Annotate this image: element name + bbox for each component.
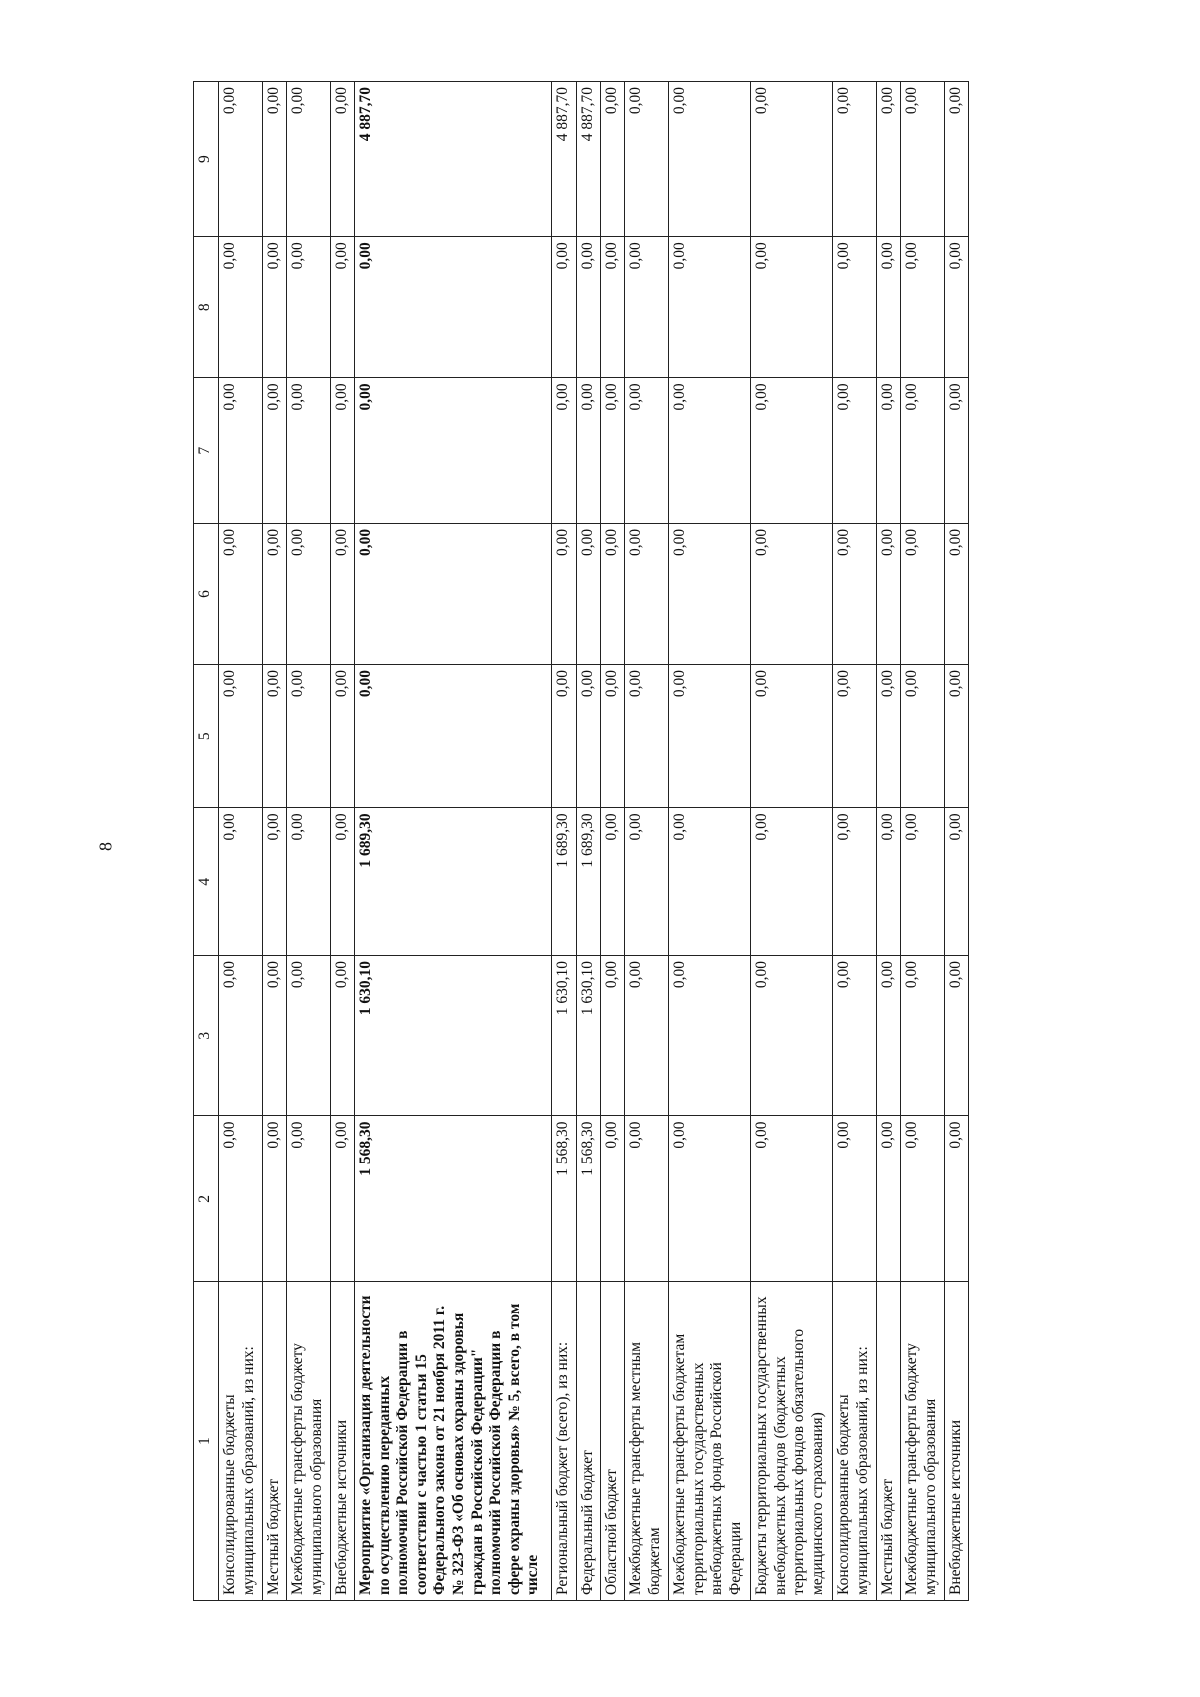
cell-value: 0,00 bbox=[625, 808, 669, 956]
cell-value: 0,00 bbox=[750, 665, 832, 808]
cell-value: 0,00 bbox=[876, 378, 900, 523]
cell-value: 0,00 bbox=[668, 808, 750, 956]
cell-value: 0,00 bbox=[576, 665, 600, 808]
cell-value: 0,00 bbox=[219, 82, 263, 237]
cell-value: 0,00 bbox=[832, 82, 876, 237]
table-row bbox=[876, 82, 900, 1601]
cell-value: 0,00 bbox=[262, 378, 286, 523]
table-row bbox=[625, 82, 669, 1601]
cell-value: 0,00 bbox=[668, 237, 750, 378]
cell-value: 0,00 bbox=[286, 523, 330, 664]
cell-value: 1 689,30 bbox=[576, 808, 600, 956]
cell-value: 0,00 bbox=[900, 378, 944, 523]
row-label: Местный бюджет bbox=[262, 1282, 286, 1601]
cell-value: 0,00 bbox=[600, 237, 624, 378]
cell-value: 0,00 bbox=[625, 1116, 669, 1282]
cell-value: 0,00 bbox=[576, 237, 600, 378]
header-row bbox=[194, 82, 219, 1601]
cell-value: 1 568,30 bbox=[552, 1116, 576, 1282]
row-label: Бюджеты территориальных государственных внебюджетных фондов (бюджетных территориальных фондов обязательного медицинского страхования) bbox=[750, 1282, 832, 1601]
budget-table bbox=[193, 81, 969, 1601]
cell-value: 0,00 bbox=[668, 955, 750, 1115]
cell-value: 0,00 bbox=[668, 378, 750, 523]
cell-value: 0,00 bbox=[668, 523, 750, 664]
cell-value: 0,00 bbox=[900, 665, 944, 808]
row-label: Внебюджетные источники bbox=[330, 1282, 354, 1601]
column-header: 9 bbox=[194, 82, 219, 237]
cell-value: 0,00 bbox=[330, 82, 354, 237]
row-label: Межбюджетные трансферты местным бюджетам bbox=[625, 1282, 669, 1601]
cell-value: 0,00 bbox=[944, 82, 968, 237]
cell-value: 0,00 bbox=[286, 378, 330, 523]
cell-value: 0,00 bbox=[262, 237, 286, 378]
cell-value: 0,00 bbox=[668, 82, 750, 237]
cell-value: 0,00 bbox=[286, 955, 330, 1115]
table-row bbox=[576, 82, 600, 1601]
cell-value: 0,00 bbox=[876, 808, 900, 956]
cell-value: 0,00 bbox=[286, 1116, 330, 1282]
cell-value: 0,00 bbox=[219, 237, 263, 378]
cell-value: 0,00 bbox=[625, 378, 669, 523]
column-header: 3 bbox=[194, 955, 219, 1115]
cell-value: 0,00 bbox=[668, 1116, 750, 1282]
cell-value: 4 887,70 bbox=[354, 82, 551, 237]
cell-value: 0,00 bbox=[944, 1116, 968, 1282]
cell-value: 0,00 bbox=[330, 665, 354, 808]
cell-value: 0,00 bbox=[750, 1116, 832, 1282]
column-header: 6 bbox=[194, 523, 219, 664]
column-header: 2 bbox=[194, 1116, 219, 1282]
column-header: 8 bbox=[194, 237, 219, 378]
cell-value: 0,00 bbox=[286, 237, 330, 378]
cell-value: 0,00 bbox=[330, 808, 354, 956]
cell-value: 0,00 bbox=[750, 808, 832, 956]
cell-value: 0,00 bbox=[552, 523, 576, 664]
cell-value: 1 689,30 bbox=[354, 808, 551, 956]
cell-value: 0,00 bbox=[600, 808, 624, 956]
cell-value: 0,00 bbox=[944, 665, 968, 808]
cell-value: 0,00 bbox=[832, 378, 876, 523]
cell-value: 0,00 bbox=[876, 665, 900, 808]
table-row bbox=[832, 82, 876, 1601]
cell-value: 0,00 bbox=[832, 523, 876, 664]
cell-value: 0,00 bbox=[668, 665, 750, 808]
table-row bbox=[219, 82, 263, 1601]
cell-value: 0,00 bbox=[876, 955, 900, 1115]
cell-value: 0,00 bbox=[600, 82, 624, 237]
row-label: Местный бюджет bbox=[876, 1282, 900, 1601]
cell-value: 0,00 bbox=[750, 523, 832, 664]
cell-value: 1 630,10 bbox=[576, 955, 600, 1115]
cell-value: 0,00 bbox=[625, 523, 669, 664]
cell-value: 0,00 bbox=[876, 82, 900, 237]
column-header: 1 bbox=[194, 1282, 219, 1601]
cell-value: 0,00 bbox=[286, 665, 330, 808]
cell-value: 0,00 bbox=[900, 1116, 944, 1282]
cell-value: 0,00 bbox=[219, 665, 263, 808]
cell-value: 0,00 bbox=[286, 82, 330, 237]
cell-value: 0,00 bbox=[625, 237, 669, 378]
cell-value: 0,00 bbox=[944, 955, 968, 1115]
cell-value: 0,00 bbox=[576, 523, 600, 664]
cell-value: 0,00 bbox=[219, 1116, 263, 1282]
table-row bbox=[750, 82, 832, 1601]
cell-value: 0,00 bbox=[354, 237, 551, 378]
cell-value: 0,00 bbox=[832, 955, 876, 1115]
row-label: Внебюджетные источники bbox=[944, 1282, 968, 1601]
table-row bbox=[600, 82, 624, 1601]
cell-value: 0,00 bbox=[262, 523, 286, 664]
cell-value: 0,00 bbox=[262, 808, 286, 956]
cell-value: 0,00 bbox=[750, 955, 832, 1115]
row-label: Мероприятие «Организация деятельности по осуществлению переданных полномочий Российской Федерации в соответствии с частью 1 статьи 15 Федерального закона от 21 ноября 2011 г. № 323-ФЗ «Об основах охраны здоровья граждан в Российской Федерации" полномочий Российской Федерации в сфере охраны здоровья» № 5, всего, в том числе bbox=[354, 1282, 551, 1601]
cell-value: 0,00 bbox=[900, 523, 944, 664]
cell-value: 0,00 bbox=[600, 665, 624, 808]
cell-value: 0,00 bbox=[944, 237, 968, 378]
cell-value: 0,00 bbox=[219, 523, 263, 664]
cell-value: 0,00 bbox=[552, 378, 576, 523]
cell-value: 0,00 bbox=[876, 523, 900, 664]
cell-value: 0,00 bbox=[750, 82, 832, 237]
cell-value: 0,00 bbox=[600, 1116, 624, 1282]
cell-value: 0,00 bbox=[625, 82, 669, 237]
cell-value: 0,00 bbox=[262, 665, 286, 808]
cell-value: 0,00 bbox=[330, 1116, 354, 1282]
cell-value: 0,00 bbox=[944, 808, 968, 956]
table-row bbox=[330, 82, 354, 1601]
cell-value: 0,00 bbox=[354, 665, 551, 808]
table-row bbox=[262, 82, 286, 1601]
cell-value: 0,00 bbox=[219, 955, 263, 1115]
cell-value: 0,00 bbox=[330, 237, 354, 378]
cell-value: 0,00 bbox=[944, 523, 968, 664]
page-number: 8 bbox=[95, 842, 116, 851]
cell-value: 1 689,30 bbox=[552, 808, 576, 956]
cell-value: 0,00 bbox=[552, 237, 576, 378]
cell-value: 0,00 bbox=[354, 378, 551, 523]
cell-value: 0,00 bbox=[262, 1116, 286, 1282]
cell-value: 0,00 bbox=[330, 523, 354, 664]
row-label: Консолидированные бюджеты муниципальных образований, из них: bbox=[832, 1282, 876, 1601]
table-row bbox=[668, 82, 750, 1601]
cell-value: 0,00 bbox=[262, 82, 286, 237]
row-label: Межбюджетные трансферты бюджету муниципального образования bbox=[286, 1282, 330, 1601]
cell-value: 0,00 bbox=[552, 665, 576, 808]
cell-value: 1 630,10 bbox=[354, 955, 551, 1115]
cell-value: 0,00 bbox=[330, 378, 354, 523]
row-label: Консолидированные бюджеты муниципальных образований, из них: bbox=[219, 1282, 263, 1601]
cell-value: 0,00 bbox=[354, 523, 551, 664]
cell-value: 0,00 bbox=[832, 665, 876, 808]
cell-value: 0,00 bbox=[876, 237, 900, 378]
table-row bbox=[354, 82, 551, 1601]
cell-value: 4 887,70 bbox=[576, 82, 600, 237]
cell-value: 0,00 bbox=[876, 1116, 900, 1282]
row-label: Региональный бюджет (всего), из них: bbox=[552, 1282, 576, 1601]
row-label: Межбюджетные трансферты бюджету муниципального образования bbox=[900, 1282, 944, 1601]
cell-value: 1 630,10 bbox=[552, 955, 576, 1115]
cell-value: 0,00 bbox=[219, 378, 263, 523]
table-row bbox=[900, 82, 944, 1601]
cell-value: 0,00 bbox=[750, 237, 832, 378]
cell-value: 1 568,30 bbox=[354, 1116, 551, 1282]
cell-value: 0,00 bbox=[900, 955, 944, 1115]
rotated-table-wrapper bbox=[193, 81, 969, 1601]
table-row bbox=[552, 82, 576, 1601]
cell-value: 0,00 bbox=[900, 82, 944, 237]
cell-value: 1 568,30 bbox=[576, 1116, 600, 1282]
column-header: 7 bbox=[194, 378, 219, 523]
row-label: Федеральный бюджет bbox=[576, 1282, 600, 1601]
cell-value: 0,00 bbox=[600, 955, 624, 1115]
cell-value: 0,00 bbox=[832, 237, 876, 378]
cell-value: 0,00 bbox=[330, 955, 354, 1115]
row-label: Областной бюджет bbox=[600, 1282, 624, 1601]
cell-value: 0,00 bbox=[600, 523, 624, 664]
cell-value: 0,00 bbox=[944, 378, 968, 523]
cell-value: 0,00 bbox=[832, 1116, 876, 1282]
table-row bbox=[286, 82, 330, 1601]
cell-value: 0,00 bbox=[262, 955, 286, 1115]
column-header: 5 bbox=[194, 665, 219, 808]
row-label: Межбюджетные трансферты бюджетам территориальных государственных внебюджетных фондов Российской Федерации bbox=[668, 1282, 750, 1601]
cell-value: 0,00 bbox=[900, 808, 944, 956]
cell-value: 0,00 bbox=[750, 378, 832, 523]
column-header: 4 bbox=[194, 808, 219, 956]
table-row bbox=[944, 82, 968, 1601]
cell-value: 0,00 bbox=[900, 237, 944, 378]
cell-value: 0,00 bbox=[625, 665, 669, 808]
cell-value: 0,00 bbox=[219, 808, 263, 956]
cell-value: 0,00 bbox=[832, 808, 876, 956]
cell-value: 0,00 bbox=[286, 808, 330, 956]
cell-value: 0,00 bbox=[576, 378, 600, 523]
cell-value: 0,00 bbox=[625, 955, 669, 1115]
cell-value: 0,00 bbox=[600, 378, 624, 523]
cell-value: 4 887,70 bbox=[552, 82, 576, 237]
